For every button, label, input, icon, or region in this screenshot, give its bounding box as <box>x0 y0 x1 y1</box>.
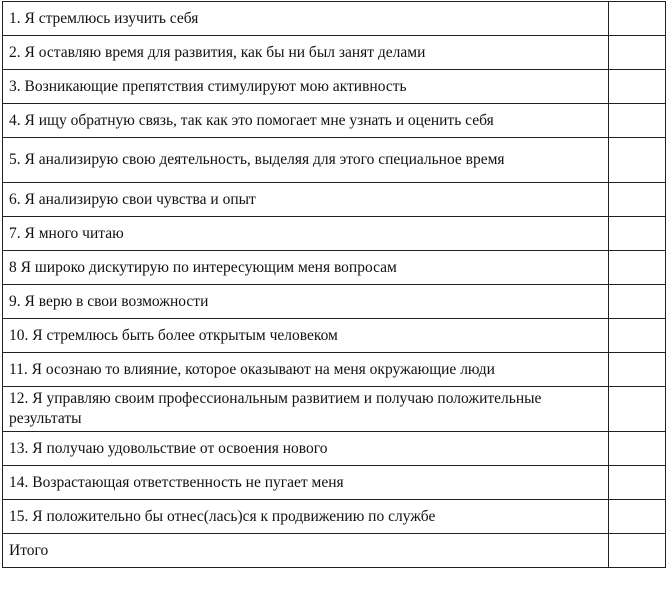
score-cell[interactable] <box>609 217 666 251</box>
total-row <box>3 534 666 568</box>
total-label: Итого <box>3 534 609 568</box>
table-row <box>3 70 666 104</box>
statement-cell: 10. Я стремлюсь быть более открытым человеком <box>3 319 609 353</box>
table-row <box>3 2 666 36</box>
score-cell[interactable] <box>609 432 666 466</box>
statement-cell: 12. Я управляю своим профессиональным развитием и получаю положительные результаты <box>3 387 609 432</box>
statement-cell: 11. Я осознаю то влияние, которое оказывают на меня окружающие люди <box>3 353 609 387</box>
table-row <box>3 387 666 432</box>
score-cell[interactable] <box>609 2 666 36</box>
self-development-table <box>2 1 666 568</box>
score-cell[interactable] <box>609 70 666 104</box>
statement-cell: 4. Я ищу обратную связь, так как это помогает мне узнать и оценить себя <box>3 104 609 138</box>
statement-cell: 13. Я получаю удовольствие от освоения нового <box>3 432 609 466</box>
total-score-cell[interactable] <box>609 534 666 568</box>
score-cell[interactable] <box>609 104 666 138</box>
statement-cell: 3. Возникающие препятствия стимулируют мою активность <box>3 70 609 104</box>
statement-cell: 7. Я много читаю <box>3 217 609 251</box>
statement-cell: 8 Я широко дискутирую по интересующим меня вопросам <box>3 251 609 285</box>
table-row <box>3 251 666 285</box>
score-cell[interactable] <box>609 36 666 70</box>
statement-cell: 5. Я анализирую свою деятельность, выделяя для этого специальное время <box>3 138 609 183</box>
score-cell[interactable] <box>609 319 666 353</box>
table-row <box>3 36 666 70</box>
statement-cell: 14. Возрастающая ответственность не пугает меня <box>3 466 609 500</box>
score-cell[interactable] <box>609 138 666 183</box>
score-cell[interactable] <box>609 387 666 432</box>
score-cell[interactable] <box>609 251 666 285</box>
table-row <box>3 138 666 183</box>
table-row <box>3 104 666 138</box>
score-cell[interactable] <box>609 183 666 217</box>
table-row <box>3 353 666 387</box>
table-row <box>3 319 666 353</box>
statement-cell: 1. Я стремлюсь изучить себя <box>3 2 609 36</box>
score-cell[interactable] <box>609 466 666 500</box>
statement-cell: 2. Я оставляю время для развития, как бы ни был занят делами <box>3 36 609 70</box>
table-row <box>3 500 666 534</box>
score-cell[interactable] <box>609 500 666 534</box>
table-row <box>3 217 666 251</box>
statement-cell: 6. Я анализирую свои чувства и опыт <box>3 183 609 217</box>
table-row <box>3 466 666 500</box>
table-row <box>3 183 666 217</box>
score-cell[interactable] <box>609 353 666 387</box>
statement-cell: 9. Я верю в свои возможности <box>3 285 609 319</box>
statement-cell: 15. Я положительно бы отнес(лась)ся к продвижению по службе <box>3 500 609 534</box>
table-row <box>3 432 666 466</box>
score-cell[interactable] <box>609 285 666 319</box>
table-row <box>3 285 666 319</box>
survey-sheet <box>2 1 665 604</box>
